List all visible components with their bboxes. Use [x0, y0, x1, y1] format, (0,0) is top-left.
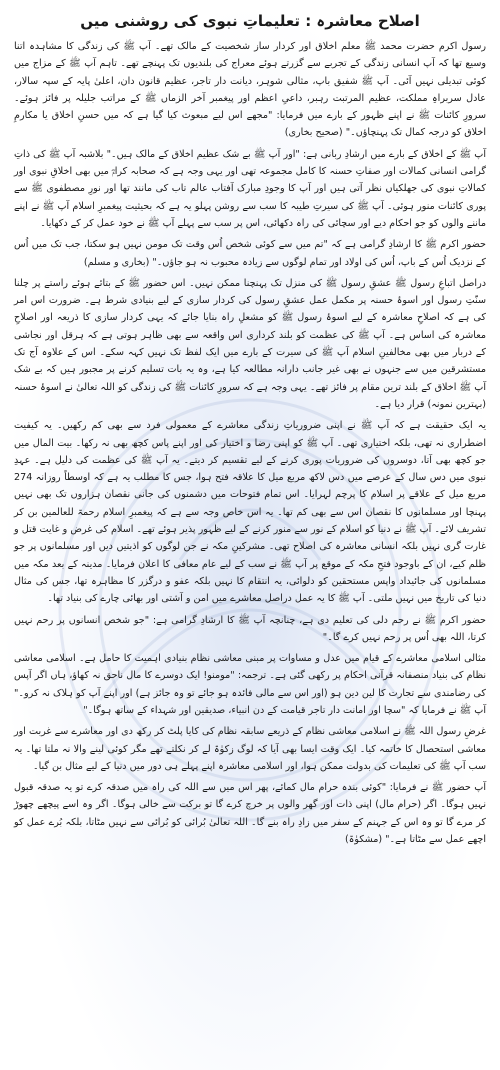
- paragraph-character: آپ ﷺ کے اخلاق کے بارے میں ارشادِ ربانی ہے: "اور آپ ﷺ بے شک عظیم اخلاق کے مالک ہیں۔" بلاشبہ آپ ﷺ کی ذاتِ گرامی انسانی کمالات اور صفاتِ حسنہ کا کامل مجموعہ تھی اور یہی وجہ ہے کہ صحابہ کرامؓ میں بھی اخلاقِ نبوی اور کمالاتِ نبوی کی جھلکیاں نظر آتی ہیں اور آپ کا وجودِ مبارک آفتاب عالم تاب کی مانند تھا اور نورِ مصطفوی ﷺ سے پوری کائنات منور ہوئی۔ آپ ﷺ کی سیرتِ طیبہ کا سب سے روشن پہلو یہ ہے کہ بحیثیت پیغمبرِ اسلام آپ ﷺ نے اپنے ماننے والوں کو جو احکام دیے اور سچائی کی راہ دکھائی، اس پر سب سے پہلے آپ ﷺ نے خود عمل کر کے دکھایا۔: [14, 148, 486, 229]
- paragraph-economic-system: مثالی اسلامی معاشرے کے قیام میں عدل و مساوات پر مبنی معاشی نظام بنیادی اہمیت کا حامل ہے۔ اسلامی معاشی نظام کی بنیاد منصفانہ قرآنی احکام پر رکھی گئی ہے۔ ترجمہ: "مومنو! ایک دوسرے کا مال ناحق نہ کھاؤ، ہاں اگر آپس کی رضامندی سے تجارت کا لین دین ہو (اور اس سے مالی فائدہ ہو جائے تو وہ جائز ہے) اور اپنے آپ کو ہلاک نہ کرو۔" آپ ﷺ نے فرمایا کہ "سچا اور امانت دار تاجر قیامت کے دن انبیاء، صدیقین اور شہداء کے ساتھ ہوگا۔": [14, 653, 486, 716]
- paragraph-haram-wealth: آپ حضور ﷺ نے فرمایا: "کوئی بندہ حرام مال کمائے، پھر اس میں سے اللہ کی راہ میں صدقہ کرے تو یہ صدقہ قبول نہیں ہوگا۔ اگر (حرام مال) اپنی ذات اور گھر والوں پر خرچ کرے گا تو برکت سے خالی ہوگا۔ اگر وہ اسے پیچھے چھوڑ کر مرے گا تو وہ اس کے جہنم کے سفر میں زادِ راہ بنے گا۔ اللہ تعالیٰ بُرائی کو بُرائی سے نہیں مٹاتا، بلکہ بُرے عمل کو اچھے عمل سے مٹاتا ہے۔" (مشکوٰۃ): [14, 782, 486, 846]
- paragraph-mercy: حضور اکرم ﷺ نے رحم دلی کی تعلیم دی ہے، چنانچہ آپ ﷺ کا ارشادِ گرامی ہے: "جو شخص انسانوں پر رحم نہیں کرتا، اللہ بھی اُس پر رحم نہیں کرے گا۔": [14, 614, 486, 643]
- paragraph-hadith-love: حضور اکرم ﷺ کا ارشادِ گرامی ہے کہ "تم میں سے کوئی شخص اُس وقت تک مومن نہیں ہو سکتا، جب تک میں اُس کے نزدیک اُس کے باپ، اُس کی اولاد اور تمام لوگوں سے زیادہ محبوب نہ ہو جاؤں۔" (بخاری و مسلم): [14, 239, 486, 268]
- paragraph-following-sunnah: دراصل اتباعِ رسول ﷺ عشقِ رسول ﷺ کی منزل تک پہنچنا ممکن نہیں۔ اس حضور ﷺ کے بتائے ہوئے راستے پر چلنا سنّتِ رسول اور اسوۂ حسنہ پر مکمل عمل عشقِ رسول کی کردار سازی کے لیے بنیادی شرط ہے۔ ضرورت اس امر کی ہے کہ اصلاحِ معاشرہ کے لیے اسوۂ رسول ﷺ کو مشعلِ راہ بنایا جائے کہ یہی کردار سازی کا ذریعہ اور اصلاحِ معاشرہ کی اساس ہے۔ آپ ﷺ کی عظمت کو بلند کرداری اس واقعہ سے بھی ظاہر ہوتی ہے کہ ہرقل اور نجاشی کے دربار میں بھی مخالفینِ اسلام آپ ﷺ کی سیرت کے بارے میں ایک لفظ تک نہیں کہہ سکے۔ اس کے علاوہ آج تک مستشرقین میں سے جنہوں نے بھی غیر جانب دارانہ مطالعہ کیا ہے، وہ یہ بات تسلیم کرنے پر مجبور ہیں کہ بے شک آپ ﷺ اخلاق کے بلند ترین مقام پر فائز تھے۔ یہی وجہ ہے کہ سرورِ کائنات ﷺ کی زندگی کو اللہ تعالیٰ نے اسوۂ حسنہ (بہترین نمونہ) قرار دیا ہے۔: [14, 277, 486, 410]
- paragraph-simplicity: یہ ایک حقیقت ہے کہ آپ ﷺ نے اپنی ضروریاتِ زندگی معاشرے کے معمولی فرد سے بھی کم رکھیں۔ یہ کیفیت اضطراری نہ تھی، بلکہ اختیاری تھی۔ آپ ﷺ کو اپنی رضا و اختیار کی اور اپنے پاس کچھ بھی نہ رکھا۔ بیت المال میں جو کچھ بھی آتا، دوسروں کی ضروریات پوری کرنے کے لیے تقسیم کر دیتے۔ یہ آپ ﷺ کی عظمت کی دلیل ہے۔ عہدِ نبوی میں دس سال کے عرصے میں دس لاکھ مربع میل کا علاقہ فتح ہوا، جس کا مطلب یہ ہے کہ اوسطاً روزانہ 274 مربع میل کے علاقے پر اسلام کا پرچم لہرایا۔ اس تمام فتوحات میں دشمنوں کی جانی نقصان ہزاروں تک بھی نہیں پہنچا اور مسلمانوں کا نقصان اس سے بھی کم تھا۔ یہ اس خاص وجہ سے ہے کہ پیغمبرِ اسلام رحمۃ للعالمین بن کر تشریف لائے۔ آپ ﷺ نے دنیا کو اسلام کے نور سے منور کرنے کے لیے ظہور پذیر ہوئے تھے۔ اسلام کی غرض و غایت قتل و غارت گری نہیں بلکہ انسانی معاشرہ کی اصلاح تھی۔ مشرکینِ مکہ نے جن لوگوں کو اذیتیں دیں اور مسلمانوں پر جو ظلم کیے، ان کے باوجود فتحِ مکہ کے موقع پر آپ ﷺ نے سب کے لیے عام معافی کا اعلان فرمایا۔ مدینہ کے بعد مکہ میں مسلمانوں کی جائیداد واپس مستحقین کو دلوائی، یہ انتقام کا نہیں بلکہ عفو و درگزر کا مظاہرہ تھا، جس کی مثال دنیا کی تاریخ میں نہیں ملتی۔ آپ ﷺ کا یہ عمل دراصل معاشرے میں امن و آشتی اور بھائی چارے کی بنیاد تھا۔: [14, 420, 486, 605]
- paragraph-reform: غرضِ رسول اللہ ﷺ نے اسلامی معاشی نظام کے ذریعے سابقہ نظام کی کایا پلٹ کر رکھ دی اور معاشرے سے غربت اور معاشی استحصال کا خاتمہ کیا۔ ایک وقت ایسا بھی آیا کہ لوگ زکوٰۃ لے کر نکلتے تھے مگر کوئی لینے والا نہ ملتا تھا۔ یہ سب آپ ﷺ کی تعلیمات کی بدولت ممکن ہوا، اور اسلامی معاشرہ اپنے پہلے ہی دور میں دنیا کے لیے مثال بن گیا۔: [14, 726, 486, 772]
- paragraph-intro: رسول اکرم حضرت محمد ﷺ معلم اخلاق اور کردار ساز شخصیت کے مالک تھے۔ آپ ﷺ کی زندگی کا مشاہدہ اتنا وسیع تھا کہ آپ انسانی زندگی کے تجربے سے گزرتے ہوئے معراج کی بلندیوں تک پہنچے تھے۔ تاہم آپ ﷺ کے مزاج میں کوئی تبدیلی نہیں آئی۔ آپ ﷺ شفیق باپ، مثالی شوہر، دیانت دار تاجر، عظیم قانون دان، اعلیٰ پایہ کے سپہ سالار، عادل سربراہِ مملکت، عظیم المرتبت رہبر، داعیِ اعظم اور پیغمبر آخر الزماں ﷺ کے مراتب جلیلہ پر فائز ہوئے۔ سرورِ کائنات ﷺ نے اپنے ظہور کے بارے میں فرمایا: "مجھے اس لیے مبعوث کیا گیا ہے کہ میں حسنِ اخلاق یا مکارمِ اخلاق کو درجہ کمال تک پہنچاؤں۔" (صحیح بخاری): [14, 41, 486, 139]
- article-title: اصلاح معاشرہ : تعلیماتِ نبوی کی روشنی میں: [80, 12, 420, 30]
